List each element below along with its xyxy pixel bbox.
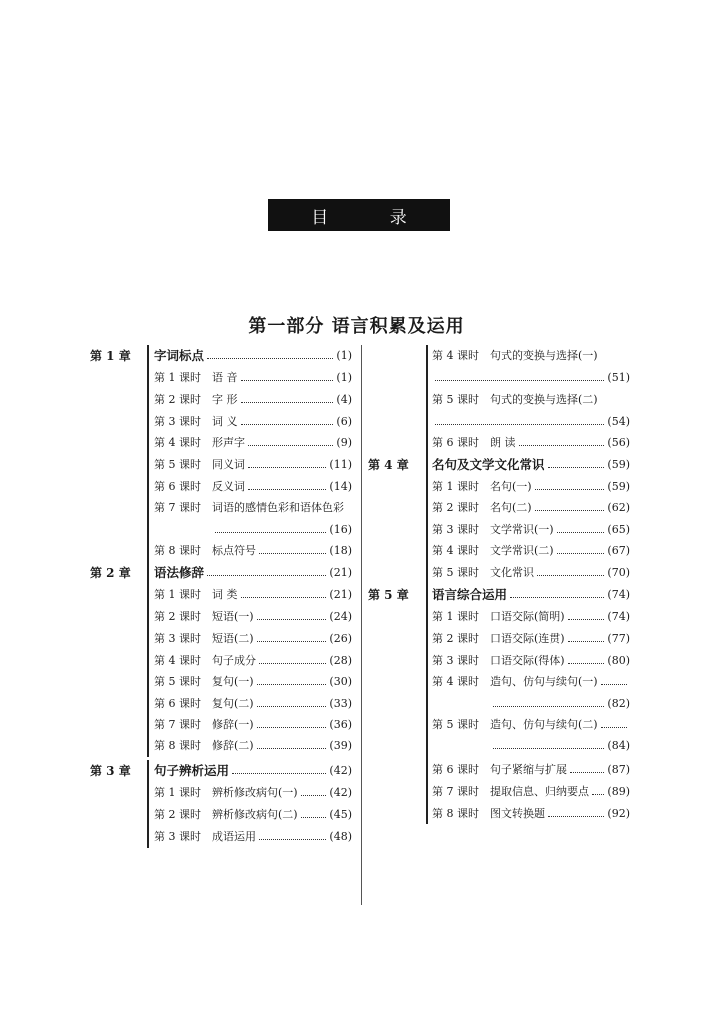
chapter-bar xyxy=(147,562,149,757)
lesson-title: 造句、仿句与续句(二) xyxy=(490,718,598,731)
page-number: (70) xyxy=(607,565,630,579)
page-number: (6) xyxy=(336,414,352,428)
lesson-label: 第 6 课时 xyxy=(154,697,201,710)
lesson-row[interactable] xyxy=(154,714,352,734)
lesson-title: 句子紧缩与扩展 xyxy=(490,763,567,776)
lesson-title: 复句(一) xyxy=(212,675,254,688)
lesson-row[interactable] xyxy=(432,606,630,626)
page-number: (21) xyxy=(329,587,352,601)
lesson-label: 第 6 课时 xyxy=(154,480,201,493)
lesson-title: 句式的变换与选择(一) xyxy=(490,349,598,362)
chapter-title: 字词标点 xyxy=(154,348,205,363)
chapter-label: 第 1 章 xyxy=(90,348,131,363)
lesson-title: 短语(一) xyxy=(212,610,254,623)
lesson-label: 第 4 课时 xyxy=(432,544,479,557)
lesson-title: 词 义 xyxy=(212,415,238,428)
lesson-row[interactable] xyxy=(154,584,352,604)
lesson-title: 形声字 xyxy=(212,436,245,449)
page-number: (14) xyxy=(329,479,352,493)
lesson-label: 第 2 课时 xyxy=(154,610,201,623)
dot-leader xyxy=(537,574,604,576)
page-number: (28) xyxy=(329,653,352,667)
lesson-row[interactable] xyxy=(432,803,630,823)
dot-leader xyxy=(257,747,327,749)
chapter-bar xyxy=(147,345,149,563)
lesson-title: 口语交际(简明) xyxy=(490,610,565,623)
chapter-row[interactable] xyxy=(154,562,352,582)
page-number: (45) xyxy=(329,807,352,821)
dot-leader xyxy=(601,726,627,728)
dot-leader xyxy=(259,838,326,840)
lesson-row[interactable] xyxy=(154,804,352,824)
dot-leader xyxy=(535,509,605,511)
lesson-row[interactable] xyxy=(154,628,352,648)
lesson-title: 修辞(一) xyxy=(212,718,254,731)
part-title: 第一部分 语言积累及运用 xyxy=(248,316,465,337)
lesson-title: 字 形 xyxy=(212,393,238,406)
dot-leader xyxy=(435,423,604,425)
lesson-row[interactable] xyxy=(154,540,352,560)
page-number: (33) xyxy=(329,696,352,710)
lesson-label: 第 1 课时 xyxy=(154,371,201,384)
dot-leader xyxy=(548,466,605,468)
page-number: (59) xyxy=(607,479,630,493)
lesson-title: 文学常识(一) xyxy=(490,523,554,536)
lesson-title: 辨析修改病句(一) xyxy=(212,786,298,799)
lesson-title: 提取信息、归纳要点 xyxy=(490,785,589,798)
dot-leader xyxy=(241,379,334,381)
lesson-row[interactable] xyxy=(432,714,630,734)
lesson-label: 第 2 课时 xyxy=(154,393,201,406)
lesson-label: 第 7 课时 xyxy=(154,718,201,731)
page-number: (54) xyxy=(607,414,630,428)
page-number: (4) xyxy=(336,392,352,406)
page-number: (42) xyxy=(329,763,352,777)
lesson-label: 第 7 课时 xyxy=(432,785,479,798)
dot-leader xyxy=(568,640,605,642)
lesson-row[interactable] xyxy=(432,650,630,670)
lesson-label: 第 2 课时 xyxy=(432,501,479,514)
lesson-label: 第 3 课时 xyxy=(432,654,479,667)
page-number: (67) xyxy=(607,543,630,557)
chapter-bar xyxy=(426,345,428,454)
lesson-label: 第 4 课时 xyxy=(154,436,201,449)
lesson-title: 名句(一) xyxy=(490,480,532,493)
page-number: (1) xyxy=(336,348,352,362)
dot-leader xyxy=(435,379,604,381)
lesson-row[interactable] xyxy=(432,345,630,365)
dot-leader xyxy=(301,794,327,796)
lesson-row[interactable] xyxy=(154,432,352,452)
dot-leader xyxy=(568,618,605,620)
lesson-title: 反义词 xyxy=(212,480,245,493)
dot-leader xyxy=(207,357,333,359)
dot-leader xyxy=(493,747,604,749)
lesson-row[interactable] xyxy=(432,671,630,691)
lesson-title: 辨析修改病句(二) xyxy=(212,808,298,821)
lesson-title: 造句、仿句与续句(一) xyxy=(490,675,598,688)
page-number: (51) xyxy=(607,370,630,384)
dot-leader xyxy=(257,618,327,620)
dot-leader xyxy=(548,815,604,817)
lesson-row-continuation[interactable] xyxy=(432,693,630,713)
lesson-row[interactable] xyxy=(154,826,352,846)
chapter-label: 第 5 章 xyxy=(368,587,409,602)
lesson-row[interactable] xyxy=(154,671,352,691)
page-number: (16) xyxy=(329,522,352,536)
lesson-row[interactable] xyxy=(432,759,630,779)
dot-leader xyxy=(257,726,327,728)
lesson-row[interactable] xyxy=(432,519,630,539)
page-number: (26) xyxy=(329,631,352,645)
page-number: (39) xyxy=(329,738,352,752)
page-number: (59) xyxy=(607,457,630,471)
dot-leader xyxy=(257,705,327,707)
dot-leader xyxy=(592,793,604,795)
lesson-label: 第 5 课时 xyxy=(154,458,201,471)
dot-leader xyxy=(535,488,605,490)
lesson-title: 修辞(二) xyxy=(212,739,254,752)
lesson-label: 第 3 课时 xyxy=(154,415,201,428)
lesson-row[interactable] xyxy=(154,650,352,670)
chapter-bar xyxy=(426,584,428,824)
dot-leader xyxy=(241,596,327,598)
lesson-label: 第 6 课时 xyxy=(432,436,479,449)
lesson-row[interactable] xyxy=(154,693,352,713)
dot-leader xyxy=(601,683,627,685)
lesson-row[interactable] xyxy=(432,432,630,452)
dot-leader xyxy=(519,444,605,446)
lesson-label: 第 3 课时 xyxy=(154,632,201,645)
dot-leader xyxy=(248,466,326,468)
lesson-row[interactable] xyxy=(432,497,630,517)
lesson-row[interactable] xyxy=(154,389,352,409)
dot-leader xyxy=(241,401,334,403)
lesson-title: 成语运用 xyxy=(212,830,256,843)
dot-leader xyxy=(257,640,327,642)
chapter-title: 名句及文学文化常识 xyxy=(432,457,545,472)
chapter-row[interactable] xyxy=(154,760,352,780)
lesson-title: 句式的变换与选择(二) xyxy=(490,393,598,406)
lesson-label: 第 2 课时 xyxy=(432,632,479,645)
dot-leader xyxy=(510,596,604,598)
lesson-title: 文化常识 xyxy=(490,566,534,579)
toc-heading: 目 录 xyxy=(268,199,450,231)
page-number: (56) xyxy=(607,435,630,449)
chapter-bar xyxy=(147,760,149,848)
lesson-label: 第 4 课时 xyxy=(432,675,479,688)
dot-leader xyxy=(259,662,326,664)
dot-leader xyxy=(493,705,604,707)
chapter-bar xyxy=(426,454,428,584)
page-number: (36) xyxy=(329,717,352,731)
lesson-row[interactable] xyxy=(154,476,352,496)
lesson-title: 句子成分 xyxy=(212,654,256,667)
chapter-label: 第 2 章 xyxy=(90,565,131,580)
lesson-label: 第 1 课时 xyxy=(432,480,479,493)
lesson-row[interactable] xyxy=(432,389,630,409)
lesson-row[interactable] xyxy=(432,562,630,582)
lesson-row-continuation[interactable] xyxy=(432,411,630,431)
page-number: (77) xyxy=(607,631,630,645)
lesson-title: 词 类 xyxy=(212,588,238,601)
dot-leader xyxy=(570,771,604,773)
lesson-row[interactable] xyxy=(154,411,352,431)
lesson-label: 第 1 课时 xyxy=(432,610,479,623)
lesson-title: 词语的感情色彩和语体色彩 xyxy=(212,501,344,514)
lesson-title: 语 音 xyxy=(212,371,238,384)
lesson-row[interactable] xyxy=(432,476,630,496)
chapter-title: 语法修辞 xyxy=(154,565,205,580)
page-number: (74) xyxy=(607,609,630,623)
dot-leader xyxy=(215,531,326,533)
chapter-row[interactable] xyxy=(432,584,630,604)
lesson-label: 第 5 课时 xyxy=(432,393,479,406)
dot-leader xyxy=(248,444,333,446)
page-number: (62) xyxy=(607,500,630,514)
lesson-row-continuation[interactable] xyxy=(432,735,630,755)
dot-leader xyxy=(232,772,326,774)
page-number: (82) xyxy=(607,696,630,710)
lesson-label: 第 2 课时 xyxy=(154,808,201,821)
lesson-title: 文学常识(二) xyxy=(490,544,554,557)
lesson-label: 第 4 课时 xyxy=(432,349,479,362)
lesson-label: 第 7 课时 xyxy=(154,501,201,514)
page-number: (30) xyxy=(329,674,352,688)
page-number: (24) xyxy=(329,609,352,623)
lesson-label: 第 8 课时 xyxy=(154,739,201,752)
dot-leader xyxy=(301,816,327,818)
lesson-label: 第 6 课时 xyxy=(432,763,479,776)
page-number: (42) xyxy=(329,785,352,799)
dot-leader xyxy=(207,574,326,576)
dot-leader xyxy=(241,423,334,425)
lesson-title: 短语(二) xyxy=(212,632,254,645)
dot-leader xyxy=(257,683,327,685)
lesson-title: 复句(二) xyxy=(212,697,254,710)
chapter-title: 句子辨析运用 xyxy=(154,763,230,778)
page-number: (87) xyxy=(607,762,630,776)
dot-leader xyxy=(557,531,605,533)
page-number: (74) xyxy=(607,587,630,601)
lesson-row-continuation[interactable] xyxy=(432,367,630,387)
page-number: (65) xyxy=(607,522,630,536)
lesson-label: 第 5 课时 xyxy=(432,566,479,579)
lesson-label: 第 1 课时 xyxy=(154,786,201,799)
chapter-row[interactable] xyxy=(432,454,630,474)
dot-leader xyxy=(248,488,326,490)
lesson-label: 第 4 课时 xyxy=(154,654,201,667)
page-number: (11) xyxy=(329,457,352,471)
lesson-title: 标点符号 xyxy=(212,544,256,557)
dot-leader xyxy=(568,662,605,664)
lesson-label: 第 5 课时 xyxy=(154,675,201,688)
chapter-title: 语言综合运用 xyxy=(432,587,508,602)
lesson-title: 名句(二) xyxy=(490,501,532,514)
chapter-label: 第 3 章 xyxy=(90,763,131,778)
page-number: (9) xyxy=(336,435,352,449)
lesson-label: 第 8 课时 xyxy=(432,807,479,820)
page-number: (1) xyxy=(336,370,352,384)
lesson-row[interactable] xyxy=(154,782,352,802)
lesson-row[interactable] xyxy=(432,628,630,648)
page-number: (48) xyxy=(329,829,352,843)
lesson-row[interactable] xyxy=(432,781,630,801)
lesson-row[interactable] xyxy=(154,497,352,517)
lesson-row[interactable] xyxy=(154,606,352,626)
lesson-row[interactable] xyxy=(154,367,352,387)
dot-leader xyxy=(259,552,326,554)
page-number: (21) xyxy=(329,565,352,579)
lesson-row[interactable] xyxy=(432,540,630,560)
lesson-title: 同义词 xyxy=(212,458,245,471)
column-divider xyxy=(361,345,362,905)
chapter-label: 第 4 章 xyxy=(368,457,409,472)
lesson-label: 第 5 课时 xyxy=(432,718,479,731)
lesson-row[interactable] xyxy=(154,454,352,474)
lesson-title: 口语交际(连贯) xyxy=(490,632,565,645)
lesson-title: 朗 读 xyxy=(490,436,516,449)
lesson-label: 第 3 课时 xyxy=(432,523,479,536)
lesson-row-continuation[interactable] xyxy=(154,519,352,539)
lesson-title: 图文转换题 xyxy=(490,807,545,820)
lesson-label: 第 3 课时 xyxy=(154,830,201,843)
chapter-row[interactable] xyxy=(154,345,352,365)
page-number: (84) xyxy=(607,738,630,752)
lesson-row[interactable] xyxy=(154,735,352,755)
page-number: (18) xyxy=(329,543,352,557)
page-number: (80) xyxy=(607,653,630,667)
lesson-title: 口语交际(得体) xyxy=(490,654,565,667)
dot-leader xyxy=(557,552,605,554)
lesson-label: 第 8 课时 xyxy=(154,544,201,557)
lesson-label: 第 1 课时 xyxy=(154,588,201,601)
page-number: (89) xyxy=(607,784,630,798)
page-number: (92) xyxy=(607,806,630,820)
